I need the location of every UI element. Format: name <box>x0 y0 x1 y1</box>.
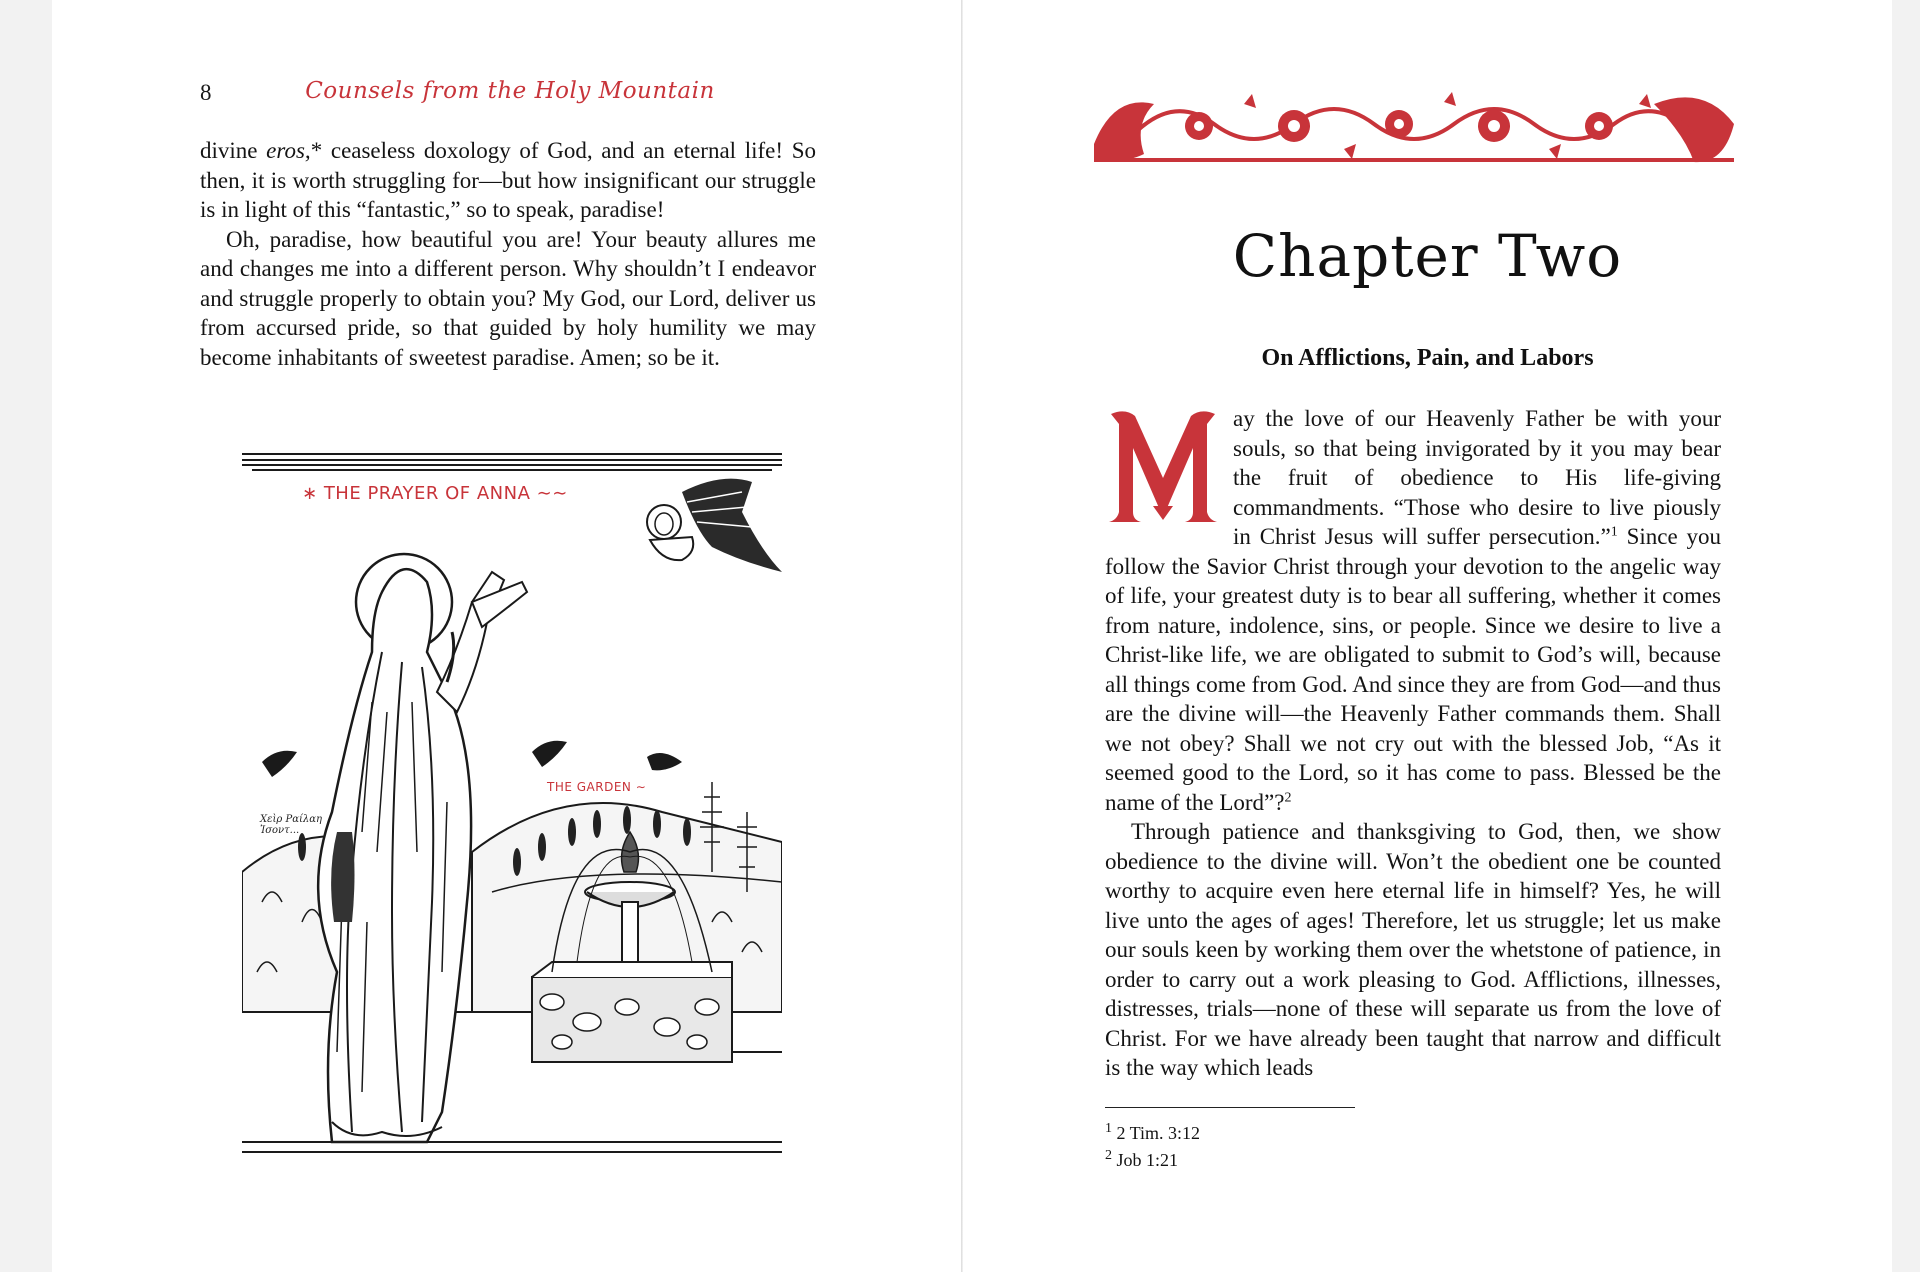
illustration-caption: ∗ THE PRAYER OF ANNA ∼∼ <box>302 483 568 504</box>
running-head <box>200 76 820 110</box>
footnotes <box>1105 1120 1200 1174</box>
right-page-text <box>1105 404 1721 1083</box>
right-paragraph-2: Through patience and thanksgiving to God, then, we show obedience to the divine will. Won’t the obedient one be counted worthy to acquire even here eternal life in himself? Yes, he will live unto the ages of ages! Therefore, let us struggle; let us make our souls keen by working them over the whetstone of patience, in order to carry out a work pleasing to God. Afflictions, illnesses, distresses, trials—none of these will separate us from the love of Christ. For we have already been taught that narrow and difficult is the way which leads <box>1105 819 1721 1080</box>
left-paragraph-1: divine eros,* ceaseless doxology of God, and an eternal life! So then, it is worth struggling for—but how insignificant our struggle is in light of this “fantastic,” so to speak, paradise! <box>200 138 816 222</box>
left-page-text <box>200 136 816 372</box>
chapter-title: Chapter Two <box>1232 222 1623 290</box>
drop-cap-m-icon <box>1105 408 1221 526</box>
footnote-ref-1[interactable]: 1 <box>1610 524 1618 540</box>
prayer-of-anna-illustration <box>242 452 782 1164</box>
angel-icon <box>647 479 782 572</box>
footnote-divider <box>1105 1107 1355 1108</box>
artist-signature: Χεὶρ Ραίλαη Ἰσοντ... <box>260 814 322 836</box>
icon-engraving <box>242 452 782 1164</box>
footnote-ref-2[interactable]: 2 <box>1284 789 1292 805</box>
section-title: On Afflictions, Pain, and Labors <box>1261 345 1594 371</box>
footnote-1: $^1$ 2 Tim. 3:12 <box>1105 1121 1201 1143</box>
page-number: 8 <box>200 80 212 105</box>
floral-ornament-icon <box>1094 84 1734 170</box>
right-page <box>963 0 1892 1272</box>
garden-caption: THE GARDEN ∼ <box>547 780 647 794</box>
left-page <box>52 0 961 1272</box>
drop-cap <box>1105 408 1221 526</box>
right-paragraph-1: ay the love of our Heavenly Father be with your souls, so that being invigorated by it you may bear the fruit of obedience to His life-giving commandments. “Those who desire to live piously in Christ Jesus will suffer persecution.”$^1$ Since you follow the Savior Christ through your devotion to the angelic way of life, your greatest duty is to bear all suffering, whether it comes from nature, indolence, sins, or people. Since we desire to live a Christ-like life, we are obligated to submit to God’s will, because all things come from God. And since they are from God—and thus are the divine will—the Heavenly Father commands them. Shall we not obey? Shall we not cry out with the blessed Job, “As it seemed good to the Lord, so it has come to pass. Blessed be the name of the Lord”?$^2$ <box>1105 406 1721 815</box>
book-spread <box>52 0 1892 1272</box>
footnote-2: $^2$ Job 1:21 <box>1105 1148 1179 1170</box>
left-paragraph-2: Oh, paradise, how beautiful you are! Your beauty allures me and changes me into a different person. Why shouldn’t I endeavor and struggle properly to obtain you? My God, our Lord, deliver us from accursed pride, so that guided by holy humility we may become inhabitants of sweetest paradise. Amen; so be it. <box>200 226 816 370</box>
running-title: Counsels from the Holy Mountain <box>305 78 715 104</box>
